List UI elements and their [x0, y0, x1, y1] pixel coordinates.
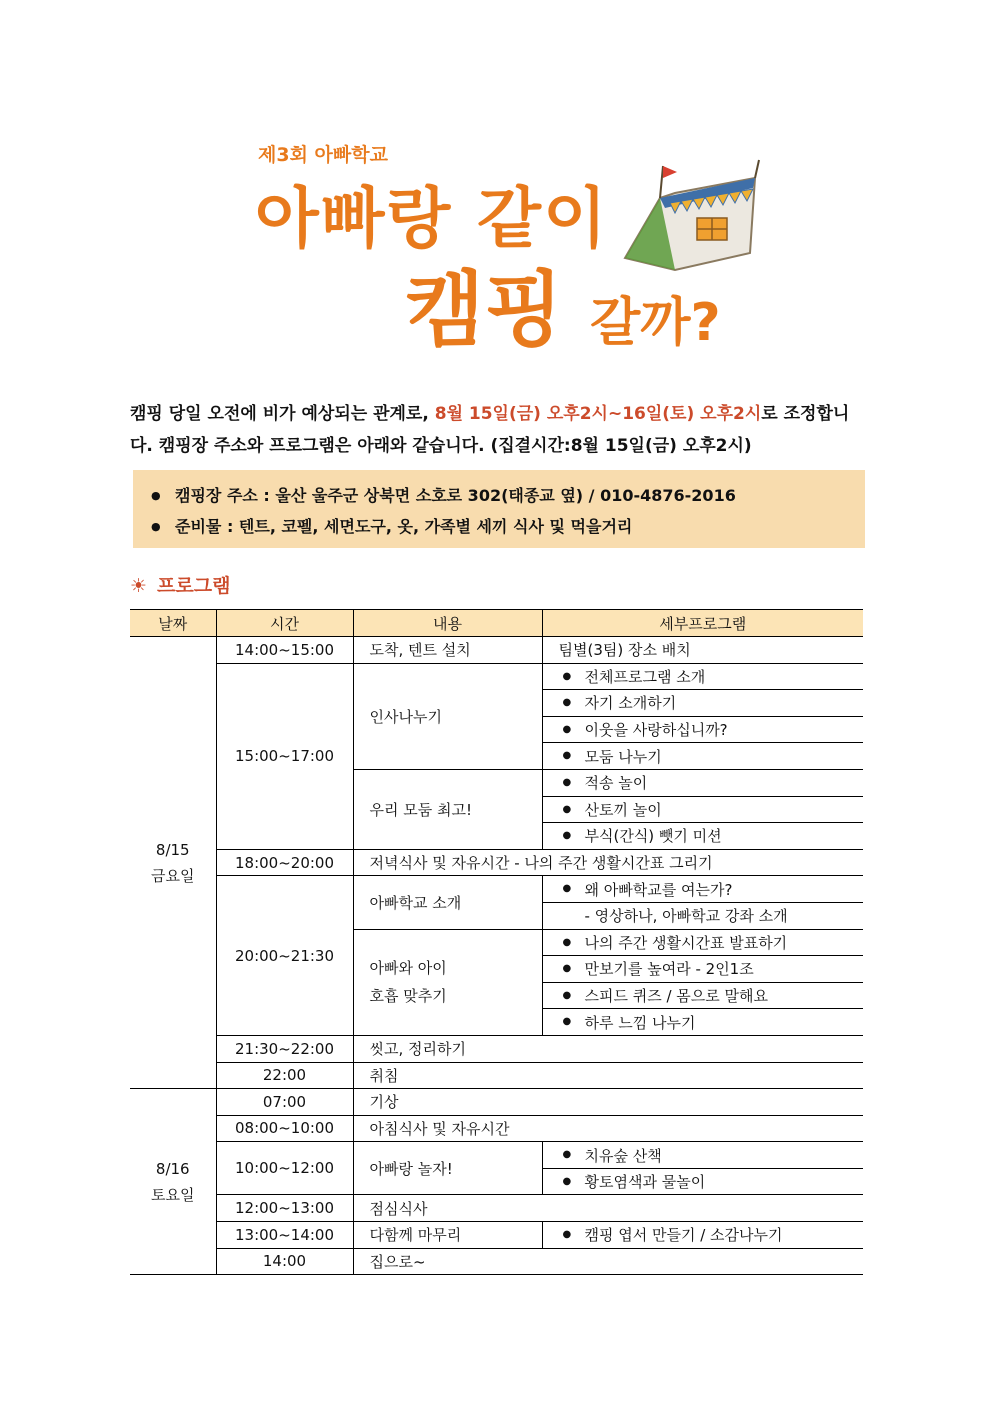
col-detail: 세부프로그램 — [542, 610, 863, 637]
content-line: 아빠와 아이 — [369, 959, 447, 978]
col-time: 시간 — [216, 610, 353, 637]
time-cell: 12:00~13:00 — [216, 1195, 353, 1222]
table-row — [130, 1195, 863, 1222]
info-box — [133, 470, 865, 548]
day1-date: 8/15 — [155, 840, 190, 859]
time-cell: 20:00~21:30 — [216, 876, 353, 1036]
detail-cell: - 영상하나, 아빠학교 강좌 소개 — [542, 902, 863, 929]
time-cell: 21:30~22:00 — [216, 1035, 353, 1062]
content-cell: 아빠랑 놀자! — [353, 1142, 542, 1195]
day2-weekday: 토요일 — [151, 1185, 195, 1204]
detail-cell: ● 산토끼 놀이 — [542, 796, 863, 823]
detail-cell: ● 이웃을 사랑하십니까? — [542, 716, 863, 743]
intro-text-1: 캠핑 당일 오전에 비가 예상되는 관계로, — [130, 404, 435, 424]
col-content: 내용 — [353, 610, 542, 637]
detail-cell: ● 왜 아빠학교를 여는가? — [542, 876, 863, 903]
table-row — [130, 1089, 863, 1116]
supplies-list: ● 준비물 : 텐트, 코펠, 세면도구, 옷, 가족별 세끼 식사 및 먹을거리 — [175, 511, 865, 542]
content-cell — [353, 929, 542, 1035]
detail-cell: ● 전체프로그램 소개 — [542, 663, 863, 690]
intro-paragraph — [130, 398, 865, 462]
detail-cell: 팀별(3팀) 장소 배치 — [542, 637, 863, 664]
table-row — [130, 1142, 863, 1169]
content-cell: 도착, 텐트 설치 — [353, 637, 542, 664]
day1-weekday: 금요일 — [151, 866, 195, 885]
program-heading-text: 프로그램 — [157, 575, 231, 597]
table-row — [130, 1115, 863, 1142]
content-cell: 씻고, 정리하기 — [353, 1035, 863, 1062]
time-cell: 14:00~15:00 — [216, 637, 353, 664]
content-line: 호흡 맞추기 — [369, 987, 447, 1006]
content-cell: 취침 — [353, 1062, 863, 1089]
content-cell: 아침식사 및 자유시간 — [353, 1115, 863, 1142]
time-cell: 07:00 — [216, 1089, 353, 1116]
content-cell: 우리 모둠 최고! — [353, 769, 542, 849]
detail-cell: ● 적송 놀이 — [542, 769, 863, 796]
sun-icon: ☀ — [130, 575, 148, 597]
content-cell: 점심식사 — [353, 1195, 863, 1222]
detail-cell: ● 캠핑 엽서 만들기 / 소감나누기 — [542, 1222, 863, 1249]
detail-cell: ● 치유숲 산책 — [542, 1142, 863, 1169]
intro-highlight: 8월 15일(금) 오후2시~16일(토) 오후2시 — [434, 404, 762, 424]
intro-text-2: 로 조정합니다. 캠핑장 주소와 프로그램은 아래와 같습니다. (집결시간:8월 15일(금) 오후2시) — [130, 404, 850, 456]
table-row — [130, 1248, 863, 1275]
detail-cell: ● 자기 소개하기 — [542, 690, 863, 717]
table-row — [130, 1062, 863, 1089]
detail-cell: ● 모둠 나누기 — [542, 743, 863, 770]
program-heading — [130, 571, 230, 598]
table-row — [130, 663, 863, 690]
time-cell: 14:00 — [216, 1248, 353, 1275]
detail-cell: ● 만보기를 높여라 - 2인1조 — [542, 956, 863, 983]
table-row — [130, 876, 863, 903]
camp-address: ● 캠핑장 주소 : 울산 울주군 상북면 소호로 302(태종교 옆) / 010-4876-2016 — [175, 480, 865, 511]
day1-cell — [130, 637, 216, 1089]
day2-date: 8/16 — [155, 1159, 190, 1178]
detail-cell: ● 하루 느낌 나누기 — [542, 1009, 863, 1036]
table-row — [130, 637, 863, 664]
content-cell: 인사나누기 — [353, 663, 542, 769]
time-cell: 22:00 — [216, 1062, 353, 1089]
schedule-table — [130, 609, 863, 1275]
event-subtitle: 제3회 아빠학교 — [258, 144, 388, 166]
detail-cell: ● 부식(간식) 뺏기 미션 — [542, 823, 863, 850]
time-cell: 10:00~12:00 — [216, 1142, 353, 1195]
day2-cell — [130, 1089, 216, 1275]
content-cell: 집으로~ — [353, 1248, 863, 1275]
time-cell: 18:00~20:00 — [216, 849, 353, 876]
title-line-3: 갈까? — [590, 293, 721, 353]
content-cell: 저녁식사 및 자유시간 - 나의 주간 생활시간표 그리기 — [353, 849, 863, 876]
content-cell: 다함께 마무리 — [353, 1222, 542, 1249]
tent-illustration — [615, 158, 765, 288]
detail-cell: ● 스피드 퀴즈 / 몸으로 말해요 — [542, 982, 863, 1009]
title-line-1: 아빠랑 같이 — [255, 180, 609, 257]
title-line-2: 캠핑 — [405, 263, 564, 358]
time-cell: 13:00~14:00 — [216, 1222, 353, 1249]
content-cell: 아빠학교 소개 — [353, 876, 542, 929]
detail-cell: ● 황토염색과 물놀이 — [542, 1168, 863, 1195]
time-cell: 08:00~10:00 — [216, 1115, 353, 1142]
col-date: 날짜 — [130, 610, 216, 637]
table-header-row — [130, 610, 863, 637]
table-row — [130, 1035, 863, 1062]
table-row — [130, 1222, 863, 1249]
table-row — [130, 849, 863, 876]
time-cell: 15:00~17:00 — [216, 663, 353, 849]
detail-cell: ● 나의 주간 생활시간표 발표하기 — [542, 929, 863, 956]
content-cell: 기상 — [353, 1089, 863, 1116]
